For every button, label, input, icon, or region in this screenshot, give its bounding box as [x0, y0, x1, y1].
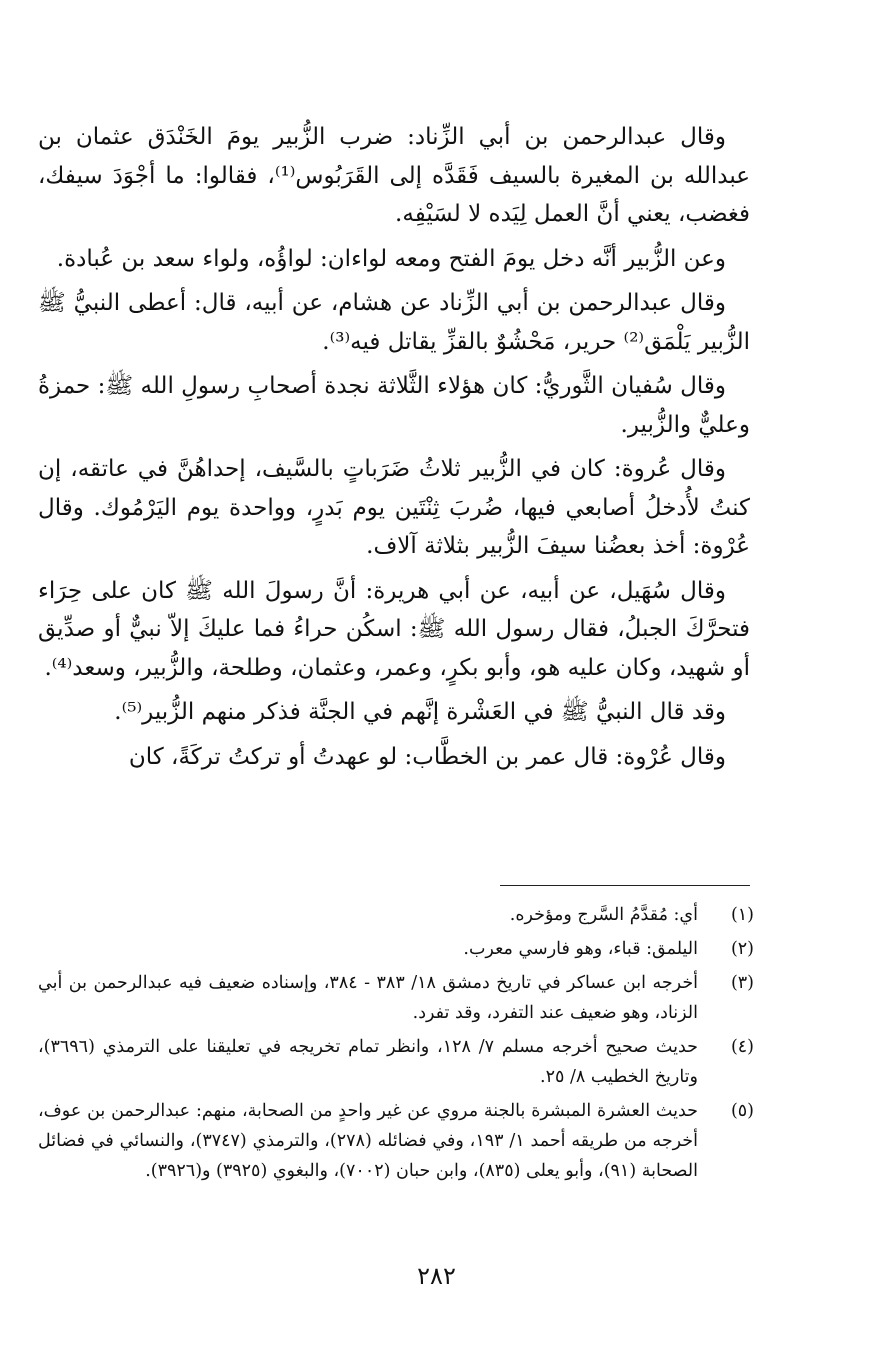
paragraph: وقال سُفيان الثَّوريُّ: كان هؤلاء الثَّلاثة نجدة أصحابِ رسولِ الله ﷺ: حمزةُ وعليٌّ والزُّبير.: [38, 373, 750, 438]
footnote-number: (٢): [730, 939, 754, 959]
footnote-text: حديث العشرة المبشرة بالجنة مروي عن غير واحدٍ من الصحابة، منهم: عبدالرحمن بن عوف، أخرجه من طريقه أحمد ١/ ١٩٣، وفي فضائله (٢٧٨)، والترمذي (٣٧٤٧)، والنسائي في فضائل الصحابة (٩١)، وأبو يعلى (٨٣٥)، وابن حبان (٧٠٠٢)، والبغوي (٣٩٢٥) و(٣٩٢٦).: [38, 1101, 698, 1181]
paragraph: وقال سُهَيل، عن أبيه، عن أبي هريرة: أنَّ رسولَ الله ﷺ كان على حِرَاء فتحرَّكَ الجبلُ، فقال رسول الله ﷺ: اسكُن حراءُ فما عليكَ إلاّ نبيٌّ أو صدِّيق أو شهيد، وكان عليه هو، وأبو بكرٍ، وعمر، وعثمان، وطلحة، والزُّبير، وسعد⁽⁴⁾.: [38, 577, 751, 681]
footnotes: [38, 900, 754, 1190]
footnote-item: [38, 934, 754, 964]
footnote-item: [38, 1032, 754, 1092]
paragraph: وقال عُروة: كان في الزُّبير ثلاثُ ضَرَباتٍ بالسَّيف، إحداهُنَّ في عاتقه، إن كنتُ لأُدخلُ أصابعي فيها، ضُربَ ثِنْتَين يوم بَدرٍ، وواحدة يوم اليَرْمُوك. وقال عُرْوة: أخذ بعضُنا سيفَ الزُّبير بثلاثة آلاف.: [38, 456, 750, 559]
paragraph: وقال عُرْوة: قال عمر بن الخطَّاب: لو عهدتُ أو تركتُ تركَةً، كان: [128, 743, 726, 770]
paragraph: وقال عبدالرحمن بن أبي الزِّناد: ضرب الزُّبير يومَ الخَنْدَق عثمان بن عبدالله بن المغيرة بالسيف فَقَدَّه إلى القَرَبُوس⁽¹⁾، فقالوا: ما أجْوَدَ سيفك، فغضب، يعني أنَّ العمل لِيَده لا لسَيْفِه.: [38, 124, 750, 227]
footnote-divider: [500, 885, 750, 886]
footnote-item: [38, 968, 754, 1028]
footnote-item: [38, 1096, 754, 1186]
footnote-text: حديث صحيح أخرجه مسلم ٧/ ١٢٨، وانظر تمام تخريجه في تعليقنا على الترمذي (٣٦٩٦)، وتاريخ الخطيب ٨/ ٢٥.: [38, 1037, 698, 1087]
paragraph: وقد قال النبيُّ ﷺ في العَشْرة إنَّهم في الجنَّة فذكر منهم الزُّبير⁽⁵⁾.: [114, 699, 726, 725]
paragraph: وعن الزُّبير أنَّه دخل يومَ الفتح ومعه لواءان: لواؤُه، ولواء سعد بن عُبادة.: [56, 245, 726, 272]
footnote-text: أخرجه ابن عساكر في تاريخ دمشق ١٨/ ٣٨٣ - ٣٨٤، وإسناده ضعيف فيه عبدالرحمن بن أبي الزناد، وهو ضعيف عند التفرد، وقد تفرد.: [38, 973, 699, 1023]
paragraph: وقال عبدالرحمن بن أبي الزِّناد عن هشام، عن أبيه، قال: أعطى النبيُّ ﷺ الزُّبير يَلْمَق⁽²⁾ حرير، مَحْشُوٌ بالقزِّ يقاتل فيه⁽³⁾.: [38, 290, 750, 355]
footnote-number: (٥): [730, 1101, 754, 1121]
footnote-number: (٣): [730, 973, 754, 993]
footnote-item: [38, 900, 754, 930]
footnote-number: (٤): [730, 1037, 754, 1057]
page-number: ٢٨٢: [417, 1262, 456, 1290]
footnote-text: اليلمق: قباء، وهو فارسي معرب.: [463, 939, 698, 959]
footnote-text: أي: مُقدَّمُ السَّرج ومؤخره.: [509, 905, 698, 925]
main-text: [38, 118, 750, 782]
footnote-number: (١): [730, 905, 754, 925]
